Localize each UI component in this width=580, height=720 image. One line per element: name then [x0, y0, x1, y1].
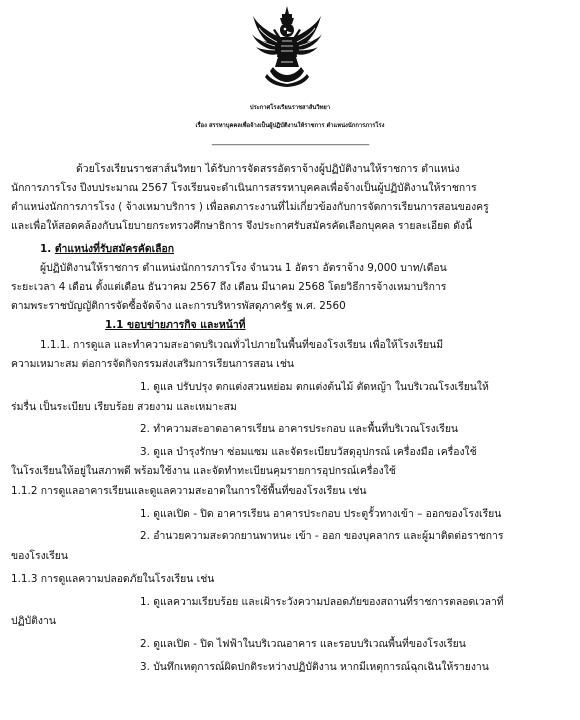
body-line: 1. ดูแลความเรียบร้อย และเฝ้าระวังความปลอดภัยของสถานที่ราชการตลอดเวลาที่: [140, 596, 504, 608]
intro-line: และเพื่อให้สอดคล้องกับนโยบายกระทรวงศึกษาธิการ จึงประกาศรับสมัครคัดเลือกบุคคล รายละเอียด ดังนี้: [11, 220, 473, 232]
body-line: 2. อำนวยความสะดวกยานพาหนะ เข้า - ออก ของบุคลากร และผู้มาติดต่อราชการ: [140, 530, 504, 542]
section-body-line: ระยะเวลา 4 เดือน ตั้งแต่เดือน ธันวาคม 2567 ถึง เดือน มีนาคม 2568 โดยวิธีการจ้างเหมาบริการ: [11, 281, 447, 293]
body-line: ของโรงเรียน: [11, 550, 68, 562]
intro-line: นักการภารโรง ปีงบประมาณ 2567 โรงเรียนจะดำเนินการสรรหาบุคคลเพื่อจ้างเป็นผู้ปฏิบัติงานให้ราชการ: [11, 182, 477, 194]
section-number: 1.: [40, 243, 52, 255]
body-line: 3. บันทึกเหตุการณ์ผิดปกติระหว่างปฏิบัติงาน หากมีเหตุการณ์ฉุกเฉินให้รายงาน: [140, 661, 489, 673]
body-line: 1. ดูแล ปรับปรุง ตกแต่งสวนหย่อม ตกแต่งต้นไม้ ตัดหญ้า ในบริเวณโรงเรียนให้: [140, 381, 489, 393]
section-body-line: ผู้ปฏิบัติงานให้ราชการ ตำแหน่งนักการภารโรง จำนวน 1 อัตรา อัตราจ้าง 9,000 บาท/เดือน: [40, 262, 447, 274]
section-title: ตำแหน่งที่รับสมัครคัดเลือก: [54, 243, 175, 255]
body-line: ความเหมาะสม ต่อการจัดกิจกรรมส่งเสริมการเรียนการสอน เช่น: [11, 358, 295, 370]
separator-line: ----------------------------------------------------------------------: [211, 141, 369, 150]
announcement-title: ประกาศโรงเรียนราชสาส์นวิทยา: [249, 105, 331, 111]
section-body-line: ตามพระราชบัญญัติการจัดซื้อจัดจ้าง และการบริหารพัสดุภาครัฐ พ.ศ. 2560: [11, 300, 346, 312]
section-heading: [40, 244, 174, 254]
body-line: 2. ดูแลเปิด - ปิด ไฟฟ้าในบริเวณอาคาร และรอบบริเวณพื้นที่ของโรงเรียน: [140, 638, 466, 650]
body-line: 1. ดูแลเปิด - ปิด อาคารเรียน อาคารประกอบ ประตูรั้วทางเข้า – ออกของโรงเรียน: [140, 508, 502, 520]
body-line: ปฏิบัติงาน: [11, 615, 56, 627]
body-line: 3. ดูแล บำรุงรักษา ซ่อมแซม และจัดระเบียบวัสดุอุปกรณ์ เครื่องมือ เครื่องใช้: [140, 446, 477, 458]
body-line: ร่มรื่น เป็นระเบียบ เรียบร้อย สวยงาม และเหมาะสม: [11, 401, 237, 413]
body-line: 2. ทำความสะอาดอาคารเรียน อาคารประกอบ และพื้นที่บริเวณโรงเรียน: [140, 423, 459, 435]
body-line: ในโรงเรียนให้อยู่ในสภาพดี พร้อมใช้งาน และจัดทำทะเบียนคุมรายการอุปกรณ์เครื่องใช้: [11, 465, 396, 477]
body-line: 1.1.2 การดูแลอาคารเรียนและดูแลความสะอาดในการใช้พื้นที่ของโรงเรียน เช่น: [11, 485, 367, 497]
garuda-emblem-icon: [251, 4, 323, 88]
intro-line: ด้วยโรงเรียนราชสาส์นวิทยา ได้รับการจัดสรรอัตราจ้างผู้ปฏิบัติงานให้ราชการ ตำแหน่ง: [76, 163, 460, 175]
intro-line: ตำแหน่งนักการภารโรง ( จ้างเหมาบริการ ) เพื่อลดภาระงานที่ไม่เกี่ยวข้องกับการจัดการเรียนการสอนของครู: [11, 201, 489, 213]
sub-section-heading: 1.1 ขอบข่ายภารกิจ และหน้าที่: [105, 319, 246, 331]
body-line: 1.1.3 การดูแลความปลอดภัยในโรงเรียน เช่น: [11, 573, 215, 585]
body-line: 1.1.1. การดูแล และทำความสะอาดบริเวณทั่วไปภายในพื้นที่ของโรงเรียน เพื่อให้โรงเรียนมี: [40, 339, 444, 351]
announcement-subject: เรื่อง สรรหาบุคคลเพื่อจ้างเป็นผู้ปฏิบัติงานให้ราชการ ตำแหน่งนักการภารโรง: [195, 123, 385, 129]
